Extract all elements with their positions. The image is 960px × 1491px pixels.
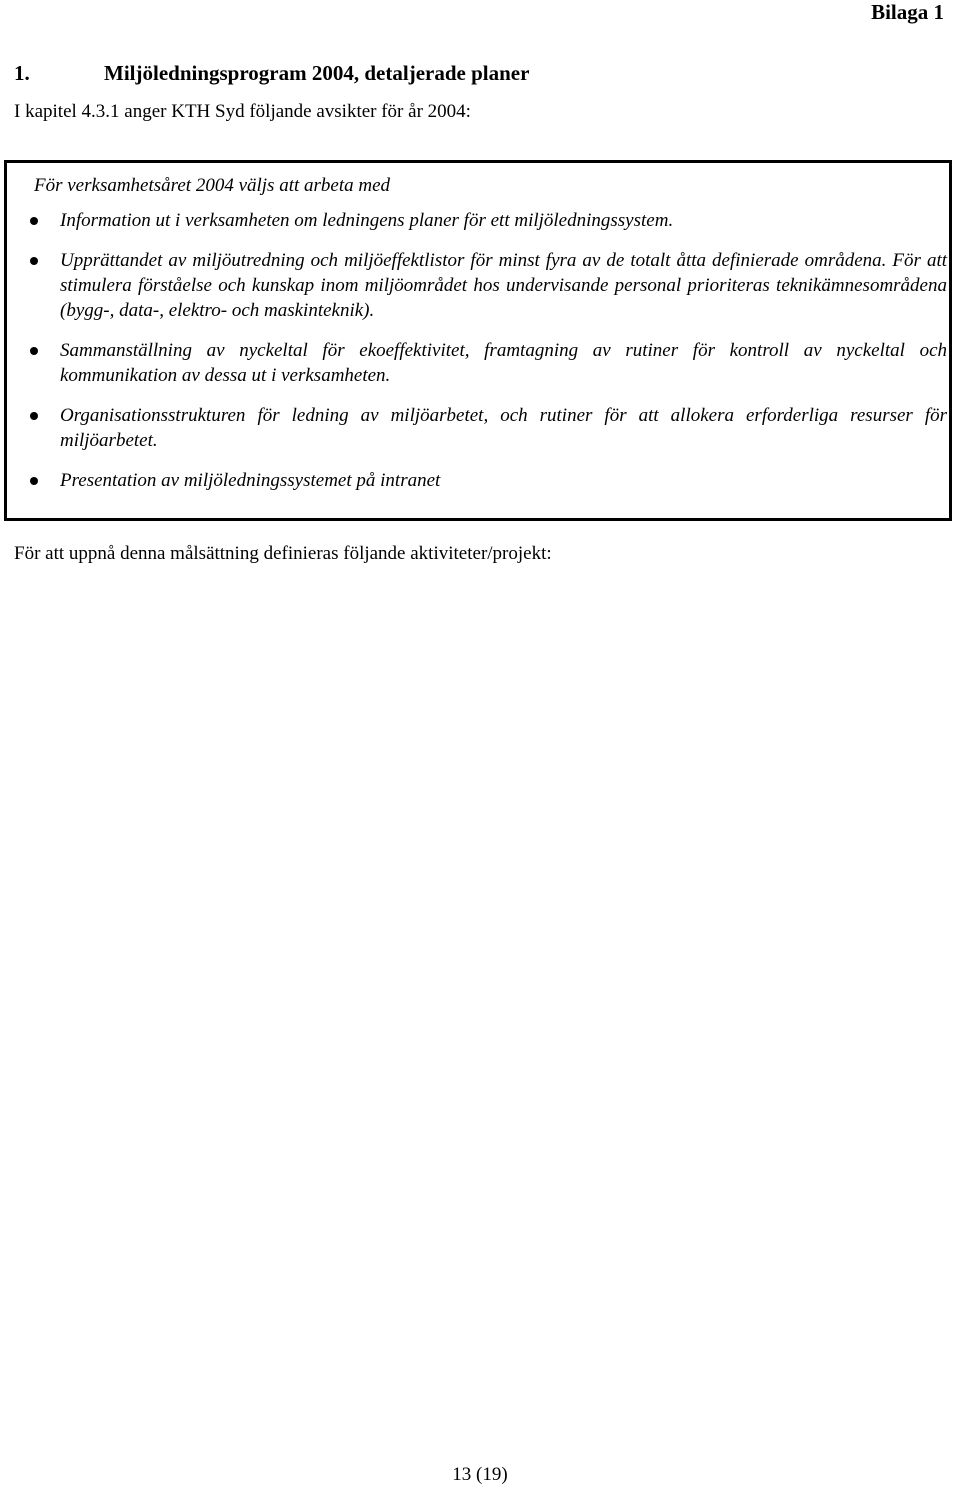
page-number: 13 (19)	[452, 1464, 508, 1485]
bullet-icon	[30, 347, 38, 355]
list-item-text: Sammanställning av nyckeltal för ekoeffektivitet, framtagning av rutiner för kontroll av nyckeltal och kommunikation av dessa ut i verksamheten.	[60, 340, 947, 386]
list-item	[7, 208, 949, 233]
bullet-icon	[30, 477, 38, 485]
bullet-icon	[30, 412, 38, 420]
section-heading	[14, 60, 529, 86]
intentions-list	[7, 208, 949, 508]
section-title: Miljöledningsprogram 2004, detaljerade planer	[104, 61, 530, 85]
box-lead-text: För verksamhetsåret 2004 väljs att arbeta med	[34, 175, 391, 196]
intro-paragraph: I kapitel 4.3.1 anger KTH Syd följande avsikter för år 2004:	[14, 101, 471, 122]
list-item-text: Information ut i verksamheten om ledningens planer för ett miljöledningssystem.	[60, 210, 674, 231]
list-item-text: Organisationsstrukturen för ledning av miljöarbetet, och rutiner för att allokera erforderliga resurser för miljöarbetet.	[60, 405, 947, 451]
list-item	[7, 403, 949, 453]
list-item-text: Upprättandet av miljöutredning och miljöeffektlistor för minst fyra av de totalt åtta definierade områdena. För att stimulera förståelse och kunskap inom miljöområdet hos undervisande personal prioriteras teknikämnesområdena (bygg-, data-, elektro- och maskinteknik).	[60, 250, 947, 321]
annex-label: Bilaga 1	[871, 0, 944, 24]
section-number: 1.	[14, 61, 30, 85]
list-item-text: Presentation av miljöledningssystemet på intranet	[60, 470, 441, 491]
list-item	[7, 248, 949, 323]
bullet-icon	[30, 257, 38, 265]
bullet-icon	[30, 217, 38, 225]
activities-intro: För att uppnå denna målsättning definieras följande aktiviteter/projekt:	[14, 543, 552, 564]
list-item	[7, 338, 949, 388]
list-item	[7, 468, 949, 493]
intentions-box	[4, 160, 952, 521]
